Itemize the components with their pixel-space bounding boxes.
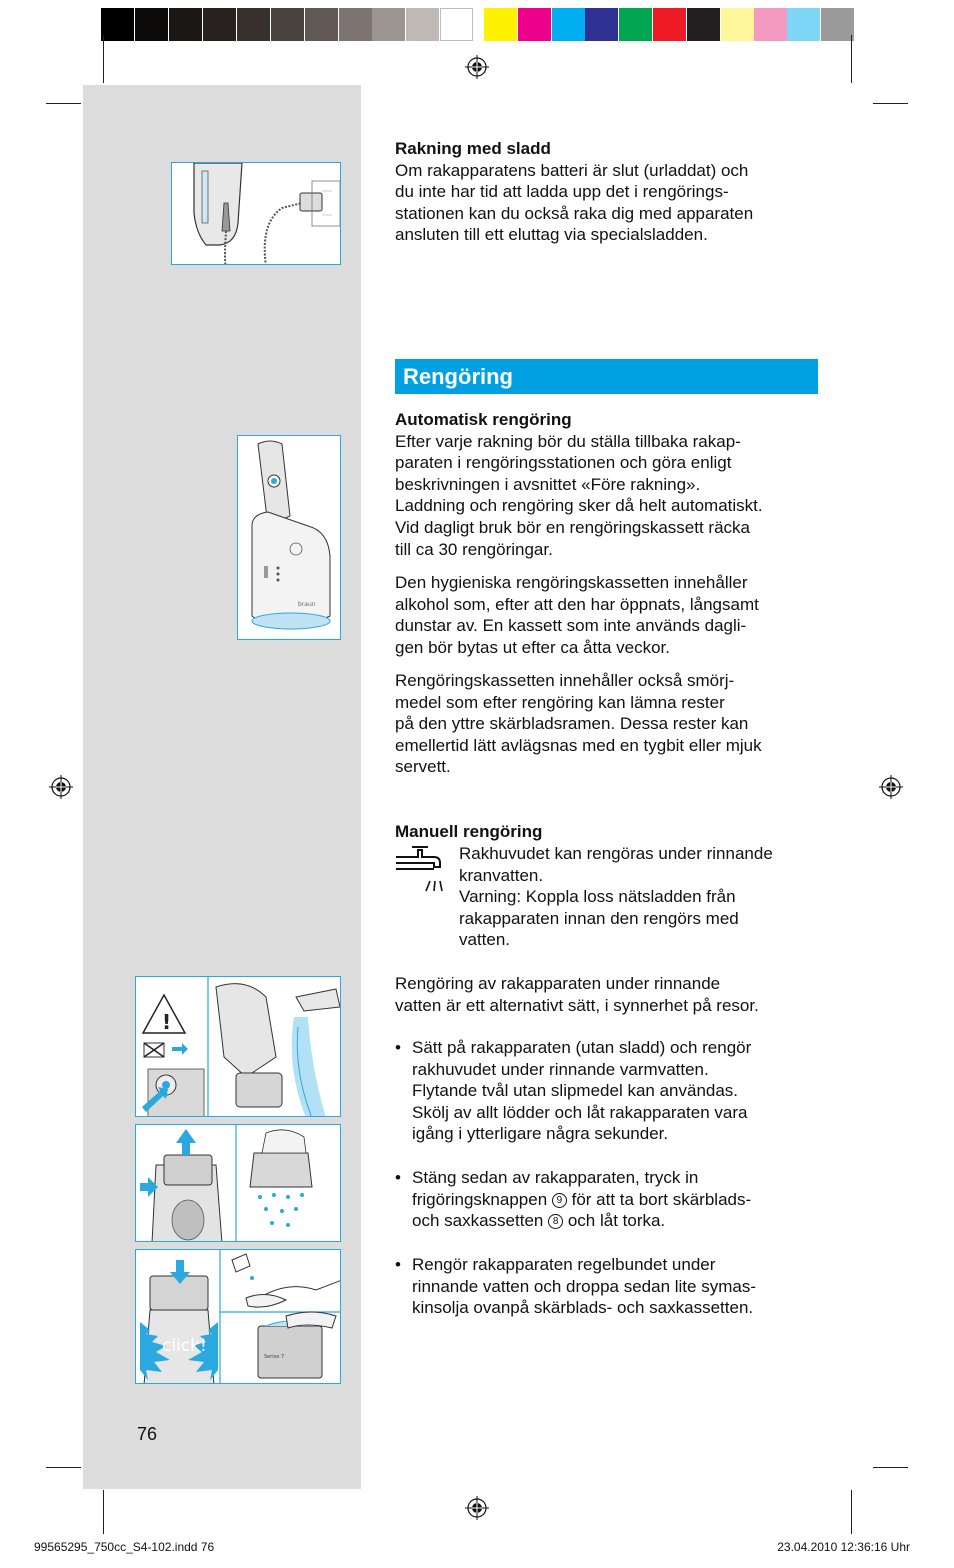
section-automatic-cleaning [395,409,825,560]
text-line: alkohol som, efter att den har öppnats, långsamt [395,594,759,614]
text-line: servett. [395,757,451,777]
color-swatch [271,8,304,41]
text-line: gen bör bytas ut efter ca åtta veckor. [395,637,670,657]
registration-mark-icon [49,775,73,799]
text-line: Sätt på rakapparaten (utan sladd) och rengör [412,1038,752,1057]
text-segment: för att ta bort skärblads- [571,1189,752,1209]
water-tap-icon [394,845,446,897]
paragraph-cartridge-alcohol [395,572,825,658]
text-line: rakhuvudet under rinnande varmvatten. [412,1059,709,1079]
text-line: på den yttre skärbladsramen. Dessa rester kan [395,714,749,734]
text-line: Rakhuvudet kan rengöras under rinnande [459,844,773,863]
text-line: Flytande tvål utan slipmedel kan användas. [412,1081,739,1101]
section-manual-cleaning-heading [395,821,825,843]
bullet-item [395,1254,825,1319]
color-swatch [169,8,202,41]
text-line: Vid dagligt bruk bör en rengöringskassett räcka [395,517,750,537]
registration-mark-icon [465,55,489,79]
text-line: medel som efter rengöring kan lämna rester [395,692,725,712]
text-line: beskrivningen i avsnittet «Före rakning». [395,474,701,494]
text-line: Stäng sedan av rakapparaten, tryck in [412,1168,699,1187]
text-line: paraten i rengöringsstationen och göra enligt [395,453,732,473]
text-line: du inte har tid att ladda upp det i rengörings- [395,182,729,202]
text-line: rakapparaten innan den rengörs med [459,908,739,928]
text-segment: frigöringsknappen [412,1189,548,1209]
text-line: ansluten till ett eluttag via specialsladden. [395,225,708,245]
text-line: vatten är ett alternativt sätt, i synnerhet på resor. [395,995,759,1015]
color-swatch [101,8,134,41]
registration-mark-icon [879,775,903,799]
text-line: stationen kan du också raka dig med apparaten [395,203,754,223]
figure-shaver-cord [171,162,341,265]
color-swatch [552,8,585,41]
color-swatch [339,8,372,41]
color-swatch [305,8,338,41]
color-swatch [721,8,754,41]
text-line: Skölj av allt lödder och låt rakapparaten vara [412,1102,748,1122]
bullet-marker: • [395,1255,401,1274]
color-swatch [687,8,720,41]
text-line: igång i ytterligare några sekunder. [412,1124,669,1144]
text-line: emellertid lätt avlägsnas med en tygbit eller mjuk [395,735,762,755]
text-line: rinnande vatten och droppa sedan lite symas- [412,1276,756,1296]
callout-number-9: 9 [552,1193,567,1208]
text-line [412,1210,825,1232]
color-swatch [372,8,405,41]
text-line: kranvatten. [459,865,544,885]
color-swatch [406,8,439,41]
text-line: vatten. [459,930,511,950]
text-line: Rengöringskassetten innehåller också smörj- [395,671,735,690]
section-heading: Manuell rengöring [395,822,543,841]
color-swatch [518,8,551,41]
tap-instructions [459,843,839,951]
text-line: kinsolja ovanpå skärblads- och saxkassetten. [412,1298,754,1318]
series-label: Series 7 [264,1354,285,1360]
text-line: Rengör rakapparaten regelbundet under [412,1255,716,1274]
text-line: Om rakapparatens batteri är slut (urladdat) och [395,160,749,180]
color-swatch [585,8,618,41]
color-swatch [203,8,236,41]
bullet-item [395,1167,825,1232]
text-segment: och saxkassetten [412,1211,544,1231]
section-heading: Automatisk rengöring [395,410,572,429]
oil-bottle-icon [232,1254,250,1272]
figure-remove-cassette [135,1124,341,1242]
section-banner: Rengöring [395,359,818,394]
callout-number-8: 8 [548,1214,563,1229]
click-label: click! [162,1336,207,1356]
bullet-marker: • [395,1038,401,1057]
footer-timestamp: 23.04.2010 12:36:16 Uhr [777,1540,910,1554]
color-swatch [754,8,787,41]
registration-mark-icon [465,1496,489,1520]
color-swatch [787,8,820,41]
section-heading: Rakning med sladd [395,139,551,158]
figure-rinse-under-tap [135,976,341,1117]
color-swatch [440,8,473,41]
section-shaving-with-cord [395,138,825,246]
text-line: Laddning och rengöring sker då helt automatiskt. [395,496,763,516]
color-swatch [484,8,517,41]
paragraph-cartridge-lubricant [395,670,825,778]
brand-label: braun [298,601,316,608]
svg-text:!: ! [162,1010,172,1034]
bullet-marker: • [395,1168,401,1187]
text-line: Varning: Koppla loss nätsladden från [459,887,736,907]
figure-reinsert-and-oil [135,1249,341,1384]
bullet-item [395,1037,825,1145]
text-line: till ca 30 rengöringar. [395,539,553,559]
paragraph-alternative [395,973,825,1016]
color-swatch [821,8,854,41]
text-line [412,1189,825,1211]
color-swatch [653,8,686,41]
text-line: dunstar av. En kassett som inte används dagli- [395,616,747,636]
text-line: Den hygieniska rengöringskassetten innehåller [395,573,748,592]
color-swatch [135,8,168,41]
text-line: Rengöring av rakapparaten under rinnande [395,974,721,993]
text-line: Efter varje rakning bör du ställa tillbaka rakap- [395,431,741,451]
color-swatch [237,8,270,41]
text-segment: och låt torka. [567,1211,666,1231]
footer-filename: 99565295_750cc_S4-102.indd 76 [34,1540,215,1554]
color-swatch [619,8,652,41]
page-number: 76 [137,1424,158,1444]
figure-cleaning-station [237,435,341,640]
